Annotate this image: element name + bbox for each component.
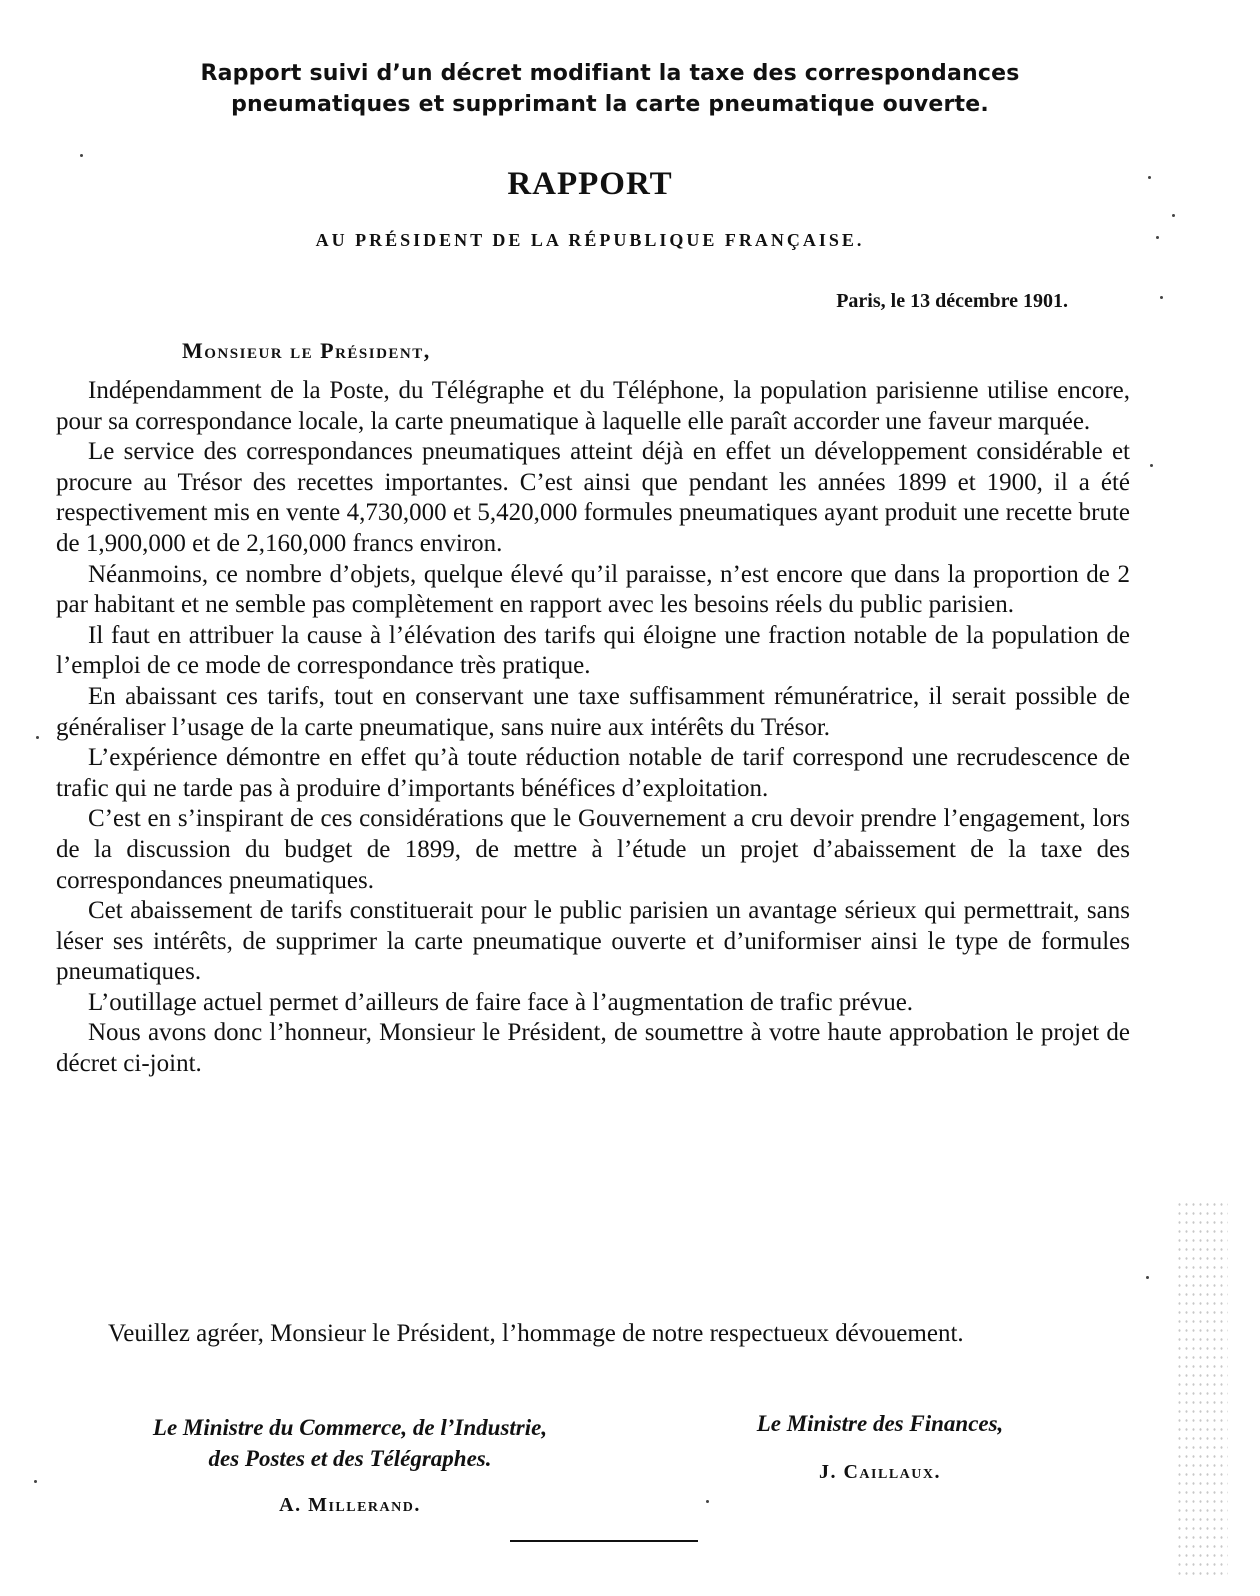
scan-speck (1172, 214, 1175, 217)
signature-name: A. Millerand. (279, 1494, 421, 1516)
scan-speck (1148, 176, 1151, 179)
scan-speck (1146, 1276, 1149, 1279)
paragraph: Nous avons donc l’honneur, Monsieur le Président, de soumettre à votre haute approbation le projet de décret ci-joint. (56, 1019, 1130, 1078)
signature-name: J. Caillaux. (818, 1461, 941, 1483)
scan-speck (36, 736, 39, 739)
closing-formula (76, 1318, 1140, 1349)
paragraph: L’expérience démontre en effet qu’à toute réduction notable de tarif correspond une recrudescence de trafic qui ne tarde pas à produire d’importants bénéfices d’exploitation. (56, 744, 1130, 802)
end-rule (510, 1540, 698, 1542)
document-subtitle: AU PRÉSIDENT DE LA RÉPUBLIQUE FRANÇAISE. (315, 230, 865, 250)
paragraph: L’outillage actuel permet d’ailleurs de faire face à l’augmentation de trafic prévue. (88, 988, 914, 1016)
closing-text: Veuillez agréer, Monsieur le Président, l’hommage de notre respectueux dévouement. (108, 1320, 964, 1347)
signature-commerce-minister (70, 1412, 630, 1521)
report-body (56, 376, 1130, 1080)
scan-speck (34, 1480, 37, 1483)
scan-speck (1156, 236, 1159, 239)
scan-speck (706, 1500, 709, 1503)
paragraph: Il faut en attribuer la cause à l’élévation des tarifs qui éloigne une fraction notable de la population de l’emploi de ce mode de correspondance très pratique. (56, 621, 1130, 680)
signature-title-line-1: Le Ministre du Commerce, de l’Industrie, (152, 1415, 548, 1440)
scan-speck (80, 154, 83, 157)
paragraph: C’est en s’inspirant de ces considérations que le Gouvernement a cru devoir prendre l’engagement, lors de la discussion du budget de 1899, de mettre à l’étude un projet d’abaissement de la taxe des correspondances pneumatiques. (56, 805, 1130, 894)
heading-line-1: Rapport suivi d’un décret modifiant la taxe des correspondances (200, 61, 1020, 86)
salutation: Monsieur le Président, (182, 338, 431, 363)
scan-noise (1176, 1200, 1228, 1580)
heading-line-2: pneumatiques et supprimant la carte pneumatique ouverte. (231, 92, 989, 117)
document-date: Paris, le 13 décembre 1901. (836, 290, 1068, 312)
signature-title: Le Ministre des Finances, (756, 1411, 1004, 1436)
paragraph: Néanmoins, ce nombre d’objets, quelque élevé qu’il paraisse, n’est encore que dans la proportion de 2 par habitant et ne semble pas complètement en rapport avec les besoins réels du public parisien. (56, 560, 1130, 619)
document-heading (100, 58, 1120, 120)
signature-finance-minister (700, 1408, 1060, 1488)
signature-title-line-2: des Postes et des Télégraphes. (208, 1446, 492, 1471)
paragraph: En abaissant ces tarifs, tout en conservant une taxe suffisamment rémunératrice, il serait possible de généraliser l’usage de la carte pneumatique, sans nuire aux intérêts du Trésor. (56, 682, 1130, 741)
document-title: RAPPORT (507, 166, 673, 202)
scan-speck (1160, 296, 1163, 299)
paragraph: Cet abaissement de tarifs constituerait pour le public parisien un avantage sérieux qui permettrait, sans léser ses intérêts, de supprimer la carte pneumatique ouverte et d’uniformiser ainsi le type de formules pneumatiques. (56, 897, 1130, 986)
paragraph: Indépendamment de la Poste, du Télégraphe et du Téléphone, la population parisienne utilise encore, pour sa correspondance locale, la carte pneumatique à laquelle elle paraît accorder une faveur marquée. (56, 377, 1130, 435)
paragraph: Le service des correspondances pneumatiques atteint déjà en effet un développement considérable et procure au Trésor des recettes importantes. C’est ainsi que pendant les années 1899 et 1900, il a été respectivement mis en vente 4,730,000 et 5,420,000 formules pneumatiques ayant produit une recette brute de 1,900,000 et de 2,160,000 francs environ. (56, 438, 1130, 557)
scan-speck (1150, 464, 1153, 467)
